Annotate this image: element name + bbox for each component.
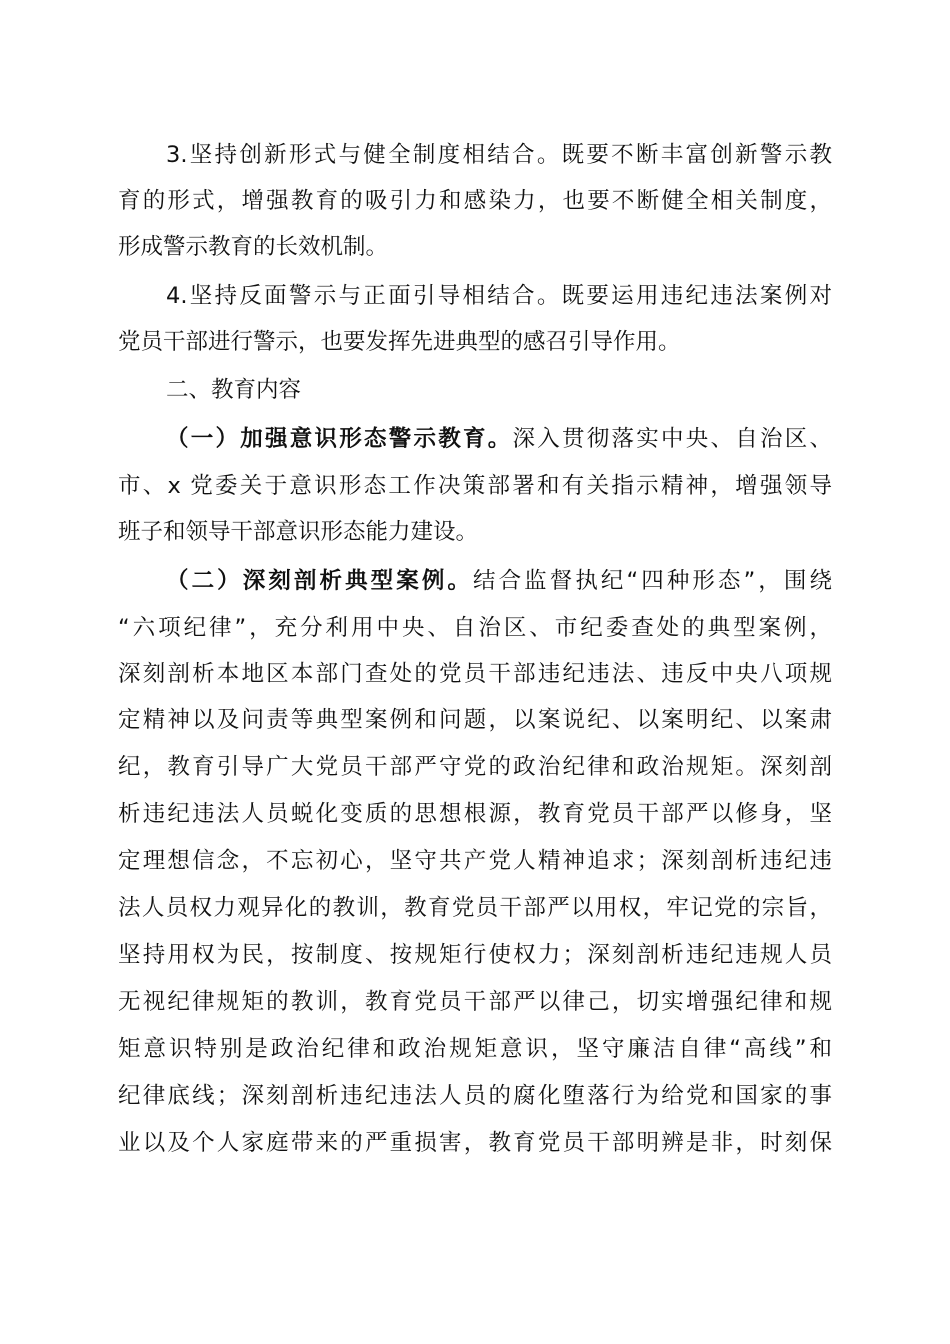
item-2-first-text: 结合监督执纪“四种形态”，围绕: [473, 568, 832, 594]
item-2-heading: （二）深刻剖析典型案例。: [166, 568, 473, 594]
item-2-line-12: 纪律底线；深刻剖析违纪违法人员的腐化堕落行为给党和国家的事: [118, 1083, 832, 1109]
paragraph-3-line-2: 育的形式，增强教育的吸引力和感染力，也要不断健全相关制度，: [118, 188, 832, 214]
item-2-line-3: 深刻剖析本地区本部门查处的党员干部违纪违法、违反中央八项规: [118, 661, 832, 687]
paragraph-3-line-3: 形成警示教育的长效机制。: [118, 234, 389, 260]
item-1-first-line: [166, 419, 832, 459]
item-2-line-7: 定理想信念，不忘初心，坚守共产党人精神追求；深刻剖析违纪违: [118, 848, 832, 874]
item-2-line-11: 矩意识特别是政治纪律和政治规矩意识，坚守廉洁自律“高线”和: [118, 1036, 832, 1062]
item-1-heading: （一）加强意识形态警示教育。: [166, 426, 513, 452]
section-heading: 二、教育内容: [166, 377, 302, 403]
item-2-line-13: 业以及个人家庭带来的严重损害，教育党员干部明辨是非，时刻保: [118, 1130, 832, 1156]
paragraph-3-line-1: 3.坚持创新形式与健全制度相结合。既要不断丰富创新警示教: [166, 142, 832, 168]
paragraph-4-line-2: 党员干部进行警示，也要发挥先进典型的感召引导作用。: [118, 329, 681, 355]
item-2-line-6: 析违纪违法人员蜕化变质的思想根源，教育党员干部严以修身，坚: [118, 801, 832, 827]
item-2-line-2: “六项纪律”，充分利用中央、自治区、市纪委查处的典型案例，: [118, 615, 832, 641]
item-1-line-3: 班子和领导干部意识形态能力建设。: [118, 519, 479, 545]
item-2-line-9: 坚持用权为民，按制度、按规矩行使权力；深刻剖析违纪违规人员: [118, 942, 832, 968]
item-1-first-text: 深入贯彻落实中央、自治区、: [512, 426, 832, 452]
paragraph-4-line-1: 4.坚持反面警示与正面引导相结合。既要运用违纪违法案例对: [166, 283, 832, 309]
item-1-line-2: 市、x 党委关于意识形态工作决策部署和有关指示精神，增强领导: [118, 473, 832, 499]
item-2-line-8: 法人员权力观异化的教训，教育党员干部严以用权，牢记党的宗旨，: [118, 895, 832, 921]
item-2-first-line: [166, 561, 832, 601]
item-2-line-5: 纪，教育引导广大党员干部严守党的政治纪律和政治规矩。深刻剖: [118, 754, 832, 780]
item-2-line-4: 定精神以及问责等典型案例和问题，以案说纪、以案明纪、以案肃: [118, 707, 832, 733]
item-2-line-10: 无视纪律规矩的教训，教育党员干部严以律己，切实增强纪律和规: [118, 989, 832, 1015]
